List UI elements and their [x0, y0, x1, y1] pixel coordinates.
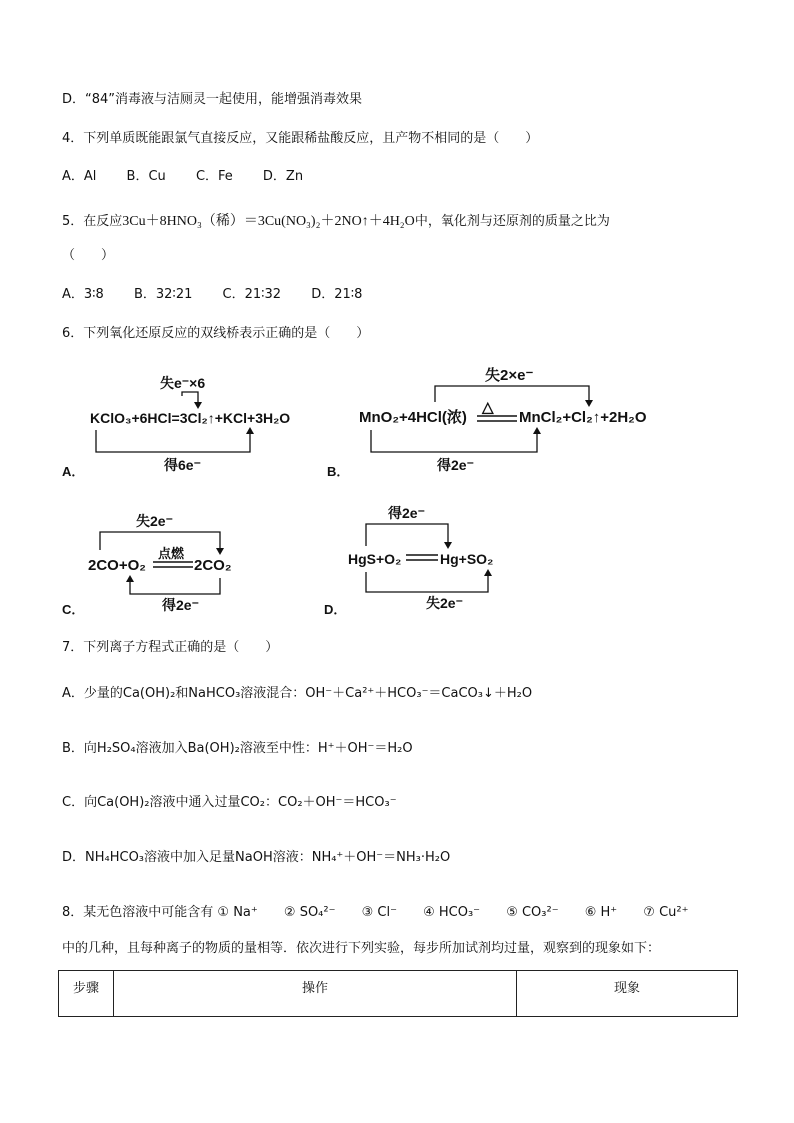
diagram-c-bottom-label: 得2e⁻ [162, 597, 199, 613]
diagram-d [322, 502, 522, 620]
diagram-a-equation: KClO₃+6HCl=3Cl₂↑+KCl+3H₂O [90, 410, 291, 426]
question-8 [62, 904, 688, 922]
diagram-a-bottom-bridge [96, 430, 250, 452]
q8-ion-4: ④ HCO₃⁻ [423, 905, 481, 920]
diagram-c-condition: 点燃 [158, 546, 185, 561]
question-7: 7．下列离子方程式正确的是（ ） [62, 640, 279, 655]
q8-ion-5: ⑤ CO₃²⁻ [506, 905, 559, 920]
option-d-text: D．“84”消毒液与洁厕灵一起使用，能增强消毒效果 [62, 92, 363, 107]
q8-prefix: 8．某无色溶液中可能含有 [62, 905, 214, 920]
diagram-d-option-label: D． [324, 602, 347, 617]
diagram-b-top-bridge [435, 386, 589, 402]
diagram-a [60, 368, 320, 480]
diagram-c-bottom-bridge [130, 578, 220, 594]
diagram-a-option-label: A． [62, 464, 85, 479]
diagram-c-left: 2CO+O₂ [88, 557, 146, 574]
q8-line-2: 中的几种，且每种离子的物质的量相等．依次进行下列实验，每步所加试剂均过量，观察到的现象如下： [62, 941, 661, 956]
question-4: 4．下列单质既能跟氯气直接反应，又能跟稀盐酸反应，且产物不相同的是（ ） [62, 131, 539, 146]
diagram-d-bottom-bridge [366, 572, 488, 592]
q8-ion-3: ③ Cl⁻ [361, 905, 397, 920]
diagram-b-bottom-arrowhead [533, 427, 541, 434]
q4-options [62, 168, 329, 186]
experiment-table [58, 970, 738, 1017]
table-header-row [59, 971, 738, 1017]
diagram-d-bottom-arrowhead [484, 569, 492, 576]
q5-paren: （ ） [62, 248, 115, 263]
diagram-b-bottom-bridge [371, 430, 537, 452]
q5-prefix: 5．在反应 [62, 214, 123, 229]
table-header-step: 步骤 [59, 971, 114, 1017]
q4-option-c: C．Fe [195, 169, 233, 184]
diagram-d-top-arrowhead [444, 542, 452, 549]
table-header-operation: 操作 [114, 971, 517, 1017]
q8-ion-7: ⑦ Cu²⁺ [643, 905, 689, 920]
q5-options [62, 286, 388, 304]
diagram-d-top-bridge [366, 524, 448, 546]
diagram-a-bottom-arrowhead [246, 427, 254, 434]
q5-option-d: D．21∶8 [311, 287, 363, 302]
diagram-d-bottom-label: 失2e⁻ [426, 595, 463, 611]
q4-option-b: B．Cu [126, 169, 166, 184]
diagram-c-bottom-arrowhead [126, 575, 134, 582]
q8-ion-1: ① Na⁺ [217, 905, 258, 920]
diagram-b [325, 362, 665, 480]
diagram-b-top-arrowhead [585, 400, 593, 407]
q7-option-d: D．NH₄HCO₃溶液中加入足量NaOH溶液：NH₄⁺＋OH⁻＝NH₃·H₂O [62, 850, 451, 865]
diagram-a-top-arrowhead [194, 402, 202, 409]
diagram-c-right: 2CO₂ [194, 557, 232, 574]
diagram-a-bottom-label: 得6e⁻ [164, 457, 201, 473]
question-5 [62, 213, 610, 231]
diagram-c-option-label: C． [62, 602, 85, 617]
diagram-b-left: MnO₂+4HCl(浓) [359, 409, 467, 426]
q5-tail: 中，氧化剂与还原剂的质量之比为 [414, 214, 610, 229]
question-6: 6．下列氧化还原反应的双线桥表示正确的是（ ） [62, 326, 370, 341]
q8-ion-2: ② SO₄²⁻ [283, 905, 336, 920]
diagram-d-right: Hg+SO₂ [440, 551, 494, 567]
diagram-b-top-label: 失2×e⁻ [485, 367, 534, 384]
diagram-b-bottom-label: 得2e⁻ [437, 457, 474, 473]
diagram-c [60, 508, 260, 620]
diagram-b-option-label: B． [327, 464, 350, 479]
diagram-b-condition: △ [482, 399, 494, 416]
diagram-b-right: MnCl₂+Cl₂↑+2H₂O [519, 409, 647, 426]
q7-option-c: C．向Ca(OH)₂溶液中通入过量CO₂：CO₂＋OH⁻＝HCO₃⁻ [62, 795, 397, 810]
q5-option-b: B．32∶21 [133, 287, 193, 302]
diagram-c-top-label: 失2e⁻ [136, 513, 173, 529]
diagram-d-left: HgS+O₂ [348, 551, 402, 567]
q7-option-b: B．向H₂SO₄溶液加入Ba(OH)₂溶液至中性：H⁺＋OH⁻＝H₂O [62, 741, 413, 756]
diagram-a-top-label: 失e⁻×6 [160, 375, 206, 391]
q4-option-a: A．Al [62, 169, 97, 184]
q5-option-a: A．3∶8 [62, 287, 104, 302]
diagram-c-top-arrowhead [216, 548, 224, 555]
q7-option-a: A．少量的Ca(OH)₂和NaHCO₃溶液混合：OH⁻＋Ca²⁺＋HCO₃⁻＝CaCO₃↓＋H₂O [62, 686, 533, 701]
table-header-phenomenon: 现象 [517, 971, 738, 1017]
q8-ion-6: ⑥ H⁺ [584, 905, 618, 920]
q4-option-d: D．Zn [262, 169, 304, 184]
diagram-d-top-label: 得2e⁻ [388, 505, 425, 521]
q5-equation: 3Cu＋8HNO₃（稀）＝3Cu(NO₃)₂＋2NO↑＋4H₂O [122, 214, 415, 229]
q5-option-c: C．21∶32 [222, 287, 282, 302]
